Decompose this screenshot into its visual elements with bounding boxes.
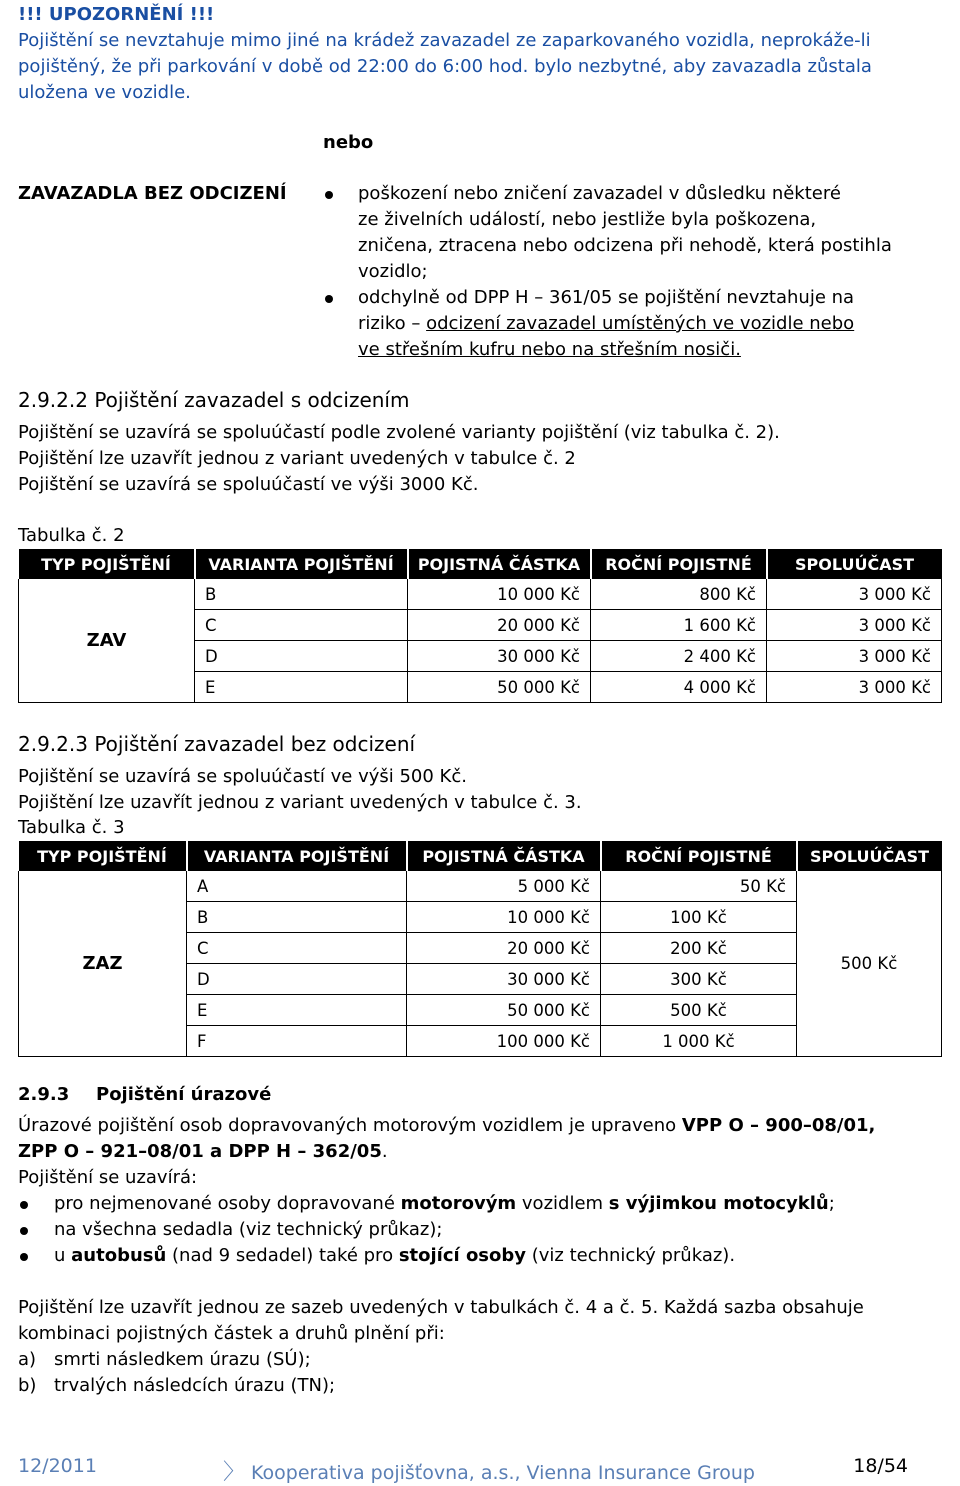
cell-varianta: F xyxy=(187,1026,407,1057)
cell-castka: 20 000 Kč xyxy=(407,933,601,964)
cell-spoluucast: 3 000 Kč xyxy=(767,610,942,641)
section-2923-p1: Pojištění se uzavírá se spoluúčastí ve výši 500 Kč. xyxy=(18,766,467,787)
cell-castka: 5 000 Kč xyxy=(407,871,601,902)
text-span: u xyxy=(54,1245,72,1266)
table-row xyxy=(19,871,942,902)
bullet-dot xyxy=(325,295,333,303)
bullet-dot xyxy=(20,1201,28,1209)
cell-pojistne: 100 Kč xyxy=(601,902,797,933)
header-pojistne: ROČNÍ POJISTNÉ xyxy=(601,841,797,871)
type-cell: ZAV xyxy=(19,579,195,703)
bullet-2-line-1: odchylně od DPP H – 361/05 se pojištění nevztahuje na xyxy=(358,287,855,308)
header-typ: TYP POJIŠTĚNÍ xyxy=(19,841,187,871)
cell-spoluucast: 3 000 Kč xyxy=(767,579,942,610)
bold-text: ZPP O – 921–08/01 a DPP H – 362/05 xyxy=(18,1141,382,1162)
bullet-dot xyxy=(20,1227,28,1235)
table-3-caption: Tabulka č. 3 xyxy=(18,817,125,838)
list-b-text: trvalých následcích úrazu (TN); xyxy=(54,1375,336,1396)
chevron-right-icon: 〉 xyxy=(223,1460,246,1485)
cell-castka: 50 000 Kč xyxy=(407,995,601,1026)
list-a-text: smrti následkem úrazu (SÚ); xyxy=(54,1349,311,1370)
section-293-title: Pojištění úrazové xyxy=(96,1084,272,1105)
cell-varianta: C xyxy=(187,933,407,964)
underlined-text: odcizení zavazadel umístěných ve vozidle nebo xyxy=(426,313,855,334)
bullet-2-line-2 xyxy=(358,311,854,337)
section-293-p1-line1 xyxy=(18,1113,875,1139)
zavazadla-bez-label: ZAVAZADLA BEZ ODCIZENÍ xyxy=(18,183,287,204)
header-pojistne: ROČNÍ POJISTNÉ xyxy=(591,549,767,579)
cell-castka: 20 000 Kč xyxy=(408,610,591,641)
bullet-1-line-3: zničena, ztracena nebo odcizena při nehodě, která postihla xyxy=(358,235,892,256)
cell-castka: 50 000 Kč xyxy=(408,672,591,703)
cell-varianta: E xyxy=(195,672,408,703)
cell-pojistne: 4 000 Kč xyxy=(591,672,767,703)
cell-castka: 100 000 Kč xyxy=(407,1026,601,1057)
cell-pojistne: 2 400 Kč xyxy=(591,641,767,672)
cell-pojistne: 50 Kč xyxy=(601,871,797,902)
list-b-label: b) xyxy=(18,1375,37,1396)
cell-castka: 30 000 Kč xyxy=(408,641,591,672)
table-row xyxy=(19,579,942,610)
section-293-bullet-2: na všechna sedadla (viz technický průkaz); xyxy=(54,1219,443,1240)
cell-castka: 10 000 Kč xyxy=(408,579,591,610)
table-header-row xyxy=(19,841,942,871)
footer-page-number: 18/54 xyxy=(853,1455,908,1477)
header-spoluucast: SPOLUÚČAST xyxy=(767,549,942,579)
header-spoluucast: SPOLUÚČAST xyxy=(797,841,942,871)
bold-text: autobusů xyxy=(71,1245,167,1266)
text-span: (nad 9 sedadel) také pro xyxy=(166,1245,399,1266)
cell-varianta: A xyxy=(187,871,407,902)
section-293-bullet-3 xyxy=(54,1243,735,1269)
footer-company-text: Kooperativa pojišťovna, a.s., Vienna Insurance Group xyxy=(251,1462,755,1484)
cell-castka: 10 000 Kč xyxy=(407,902,601,933)
section-2922-heading: 2.9.2.2 Pojištění zavazadel s odcizením xyxy=(18,388,410,412)
table-header-row xyxy=(19,549,942,579)
table-2-caption: Tabulka č. 2 xyxy=(18,525,125,546)
cell-castka: 30 000 Kč xyxy=(407,964,601,995)
cell-spoluucast: 500 Kč xyxy=(797,871,942,1057)
cell-pojistne: 200 Kč xyxy=(601,933,797,964)
header-varianta: VARIANTA POJIŠTĚNÍ xyxy=(195,549,408,579)
cell-varianta: E xyxy=(187,995,407,1026)
section-293-p2: Pojištění se uzavírá: xyxy=(18,1167,198,1188)
type-cell: ZAZ xyxy=(19,871,187,1057)
cell-varianta: B xyxy=(187,902,407,933)
page-footer xyxy=(18,1455,908,1485)
section-293-p3: Pojištění lze uzavřít jednou ze sazeb uvedených v tabulkách č. 4 a č. 5. Každá sazba obsahuje xyxy=(18,1297,864,1318)
table-3 xyxy=(18,841,942,1057)
text-span: (viz technický průkaz). xyxy=(526,1245,736,1266)
warning-title: !!! UPOZORNĚNÍ !!! xyxy=(18,4,215,25)
bullet-1-line-4: vozidlo; xyxy=(358,261,428,282)
text-span: Úrazové pojištění osob dopravovaných motorovým vozidlem je upraveno xyxy=(18,1115,682,1136)
cell-spoluucast: 3 000 Kč xyxy=(767,641,942,672)
nebo-label: nebo xyxy=(323,132,374,153)
section-2922-p2: Pojištění lze uzavřít jednou z variant uvedených v tabulce č. 2 xyxy=(18,448,576,469)
bullet-2-line-3: ve střešním kufru nebo na střešním nosiči. xyxy=(358,339,741,360)
section-293-number: 2.9.3 xyxy=(18,1084,70,1105)
bold-text: motorovým xyxy=(400,1193,517,1214)
cell-varianta: B xyxy=(195,579,408,610)
section-293-p1-line2 xyxy=(18,1139,388,1165)
section-2922-p3: Pojištění se uzavírá se spoluúčastí ve výši 3000 Kč. xyxy=(18,474,479,495)
cell-pojistne: 300 Kč xyxy=(601,964,797,995)
list-a-label: a) xyxy=(18,1349,37,1370)
footer-company xyxy=(223,1455,755,1486)
header-varianta: VARIANTA POJIŠTĚNÍ xyxy=(187,841,407,871)
bold-text: stojící osoby xyxy=(398,1245,527,1266)
cell-varianta: D xyxy=(195,641,408,672)
footer-date: 12/2011 xyxy=(18,1455,97,1477)
text-span: pro nejmenované osoby dopravované xyxy=(54,1193,401,1214)
text-span: ; xyxy=(828,1193,835,1214)
section-2923-heading: 2.9.2.3 Pojištění zavazadel bez odcizení xyxy=(18,732,416,756)
section-293-p4: kombinaci pojistných částek a druhů plnění při: xyxy=(18,1323,445,1344)
bold-text: VPP O – 900–08/01, xyxy=(681,1115,876,1136)
warning-line-1: Pojištění se nevztahuje mimo jiné na krádež zavazadel ze zaparkovaného vozidla, neprokáže-li xyxy=(18,30,871,51)
table-2 xyxy=(18,549,942,703)
cell-varianta: C xyxy=(195,610,408,641)
cell-pojistne: 800 Kč xyxy=(591,579,767,610)
cell-varianta: D xyxy=(187,964,407,995)
cell-pojistne: 1 000 Kč xyxy=(601,1026,797,1057)
bullet-dot xyxy=(20,1253,28,1261)
header-typ: TYP POJIŠTĚNÍ xyxy=(19,549,195,579)
riziko-text: riziko – xyxy=(358,313,427,334)
text-span: vozidlem xyxy=(516,1193,609,1214)
section-2923-p2: Pojištění lze uzavřít jednou z variant uvedených v tabulce č. 3. xyxy=(18,792,582,813)
section-2922-p1: Pojištění se uzavírá se spoluúčastí podle zvolené varianty pojištění (viz tabulka č. 2). xyxy=(18,422,780,443)
bullet-1-line-2: ze živelních událostí, nebo jestliže byla poškozena, xyxy=(358,209,817,230)
header-castka: POJISTNÁ ČÁSTKA xyxy=(408,549,591,579)
bold-text: s výjimkou motocyklů xyxy=(608,1193,829,1214)
bullet-dot xyxy=(325,191,333,199)
cell-pojistne: 1 600 Kč xyxy=(591,610,767,641)
warning-line-3: uložena ve vozidle. xyxy=(18,82,191,103)
bullet-1-line-1: poškození nebo zničení zavazadel v důsledku některé xyxy=(358,183,841,204)
text-span: . xyxy=(381,1141,388,1162)
header-castka: POJISTNÁ ČÁSTKA xyxy=(407,841,601,871)
warning-line-2: pojištěný, že při parkování v době od 22:00 do 6:00 hod. bylo nezbytné, aby zavazadla zůstala xyxy=(18,56,872,77)
section-293-bullet-1 xyxy=(54,1191,835,1217)
cell-spoluucast: 3 000 Kč xyxy=(767,672,942,703)
cell-pojistne: 500 Kč xyxy=(601,995,797,1026)
